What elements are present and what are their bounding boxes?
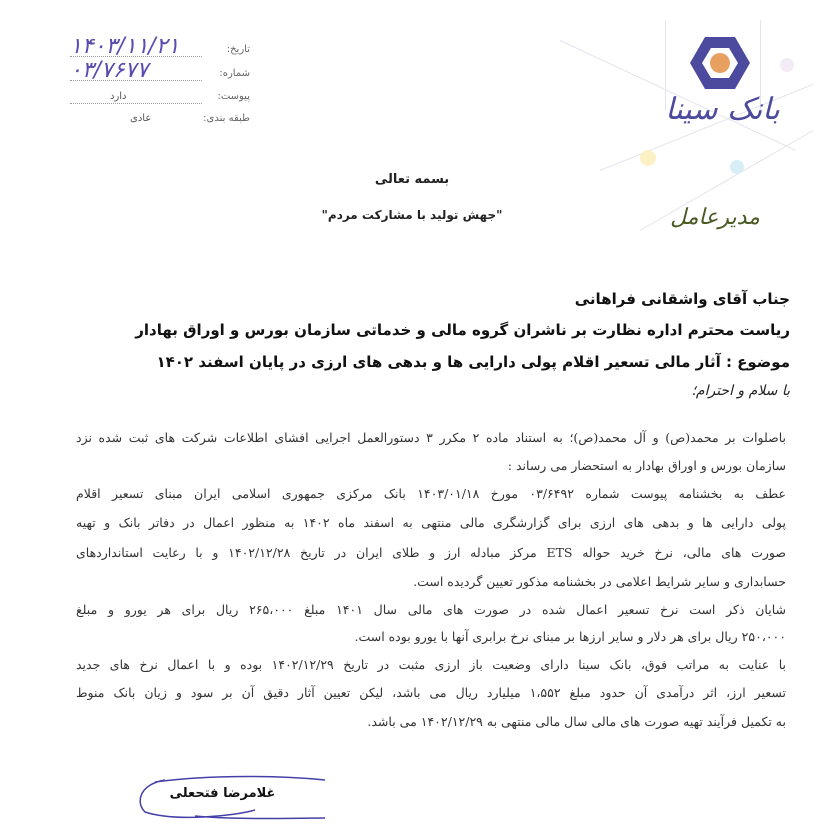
decorative-dot: [640, 150, 656, 166]
body-line: با عنایت به مراتب فوق، بانک سینا دارای وضعیت باز ارزی مثبت در تاریخ ۱۴۰۲/۱۲/۲۹ بوده و با اعمال نرخ های جدید: [76, 657, 786, 672]
date-label: تاریخ:: [226, 44, 250, 55]
letter-subject: موضوع : آثار مالی تسعیر اقلام پولی دارایی ها و بدهی های ارزی در پایان اسفند ۱۴۰۲: [156, 353, 790, 371]
body-line: پولی دارایی ها و بدهی های ارزی برای گزارشگری مالی منتهی به اسفند ماه ۱۴۰۲ به منظور اعمال در دفاتر بانک و تهیه: [76, 515, 786, 530]
attachment-label: پیوست:: [217, 91, 250, 102]
hexagon-logo-icon: [690, 35, 750, 91]
body-line: عطف به بخشنامه پیوست شماره ۰۳/۶۴۹۲ مورخ ۱۴۰۳/۰۱/۱۸ بانک مرکزی جمهوری اسلامی ایران مبنای تسعیر اقلام: [76, 486, 786, 501]
recipient-position: ریاست محترم اداره نظارت بر ناشران گروه مالی و خدماتی سازمان بورس و اوراق بهادار: [135, 321, 790, 339]
sender-title: مدیرعامل: [670, 205, 760, 230]
bank-name: بانک سینا: [665, 92, 780, 127]
attachment-value: دارد: [110, 91, 127, 102]
body-line: باصلوات بر محمد(ص) و آل محمد(ص)؛ به استناد ماده ۲ مکرر ۳ دستورالعمل اجرایی افشای اطلاعات شرکت های ثبت شده نزد: [76, 430, 786, 445]
invocation: بسمه تعالی: [374, 172, 450, 187]
greeting: با سلام و احترام؛: [691, 383, 790, 399]
classification-row: [50, 111, 250, 131]
signatory-name: غلامرضا فتحعلی: [169, 786, 276, 801]
number-value: ۰۳/۷۶۷۷: [70, 58, 149, 83]
classification-value: عادی: [130, 113, 152, 124]
bank-logo: [690, 35, 750, 91]
number-label: شماره:: [219, 68, 250, 79]
slogan: "جهش تولید با مشارکت مردم": [321, 208, 503, 222]
classification-label: طبقه بندی:: [203, 113, 250, 124]
attachment-row: [50, 89, 250, 109]
body-line: حسابداری و سایر شرایط اعلامی در بخشنامه مذکور تعیین گردیده است.: [413, 574, 786, 589]
dotted-line: [70, 103, 202, 104]
body-line: تسعیر ارز، اثر درآمدی آن حدود مبلغ ۱،۵۵۲ میلیارد ریال می باشد، لیکن تعیین آثار دقیق آن بر سود و زیان بانک منوط: [76, 685, 786, 700]
body-line: ۲۵۰،۰۰۰ ریال برای هر دلار و سایر ارزها بر مبنای نرخ برابری آنها با یورو بوده است.: [354, 629, 786, 644]
body-line: به تکمیل فرآیند تهیه صورت های مالی سال مالی منتهی به ۱۴۰۲/۱۲/۲۹ می باشد.: [367, 714, 786, 729]
body-line: شایان ذکر است نرخ تسعیر اعمال شده در صورت های مالی سال ۱۴۰۱ مبلغ ۲۶۵،۰۰۰ ریال برای هر یورو و مبلغ: [76, 602, 786, 617]
recipient-name: جناب آقای واشقانی فراهانی: [574, 290, 790, 308]
decorative-dot: [780, 58, 794, 72]
date-value: ۱۴۰۳/۱۱/۲۱: [70, 34, 180, 59]
body-line: صورت های مالی، نرخ خرید حواله ETS مرکز مبادله ارز و طلای ایران در تاریخ ۱۴۰۲/۱۲/۲۸ و با رعایت استانداردهای: [76, 545, 786, 560]
body-line: سازمان بورس و اوراق بهادار به استحضار می رساند :: [507, 458, 786, 473]
number-row: [50, 58, 250, 86]
